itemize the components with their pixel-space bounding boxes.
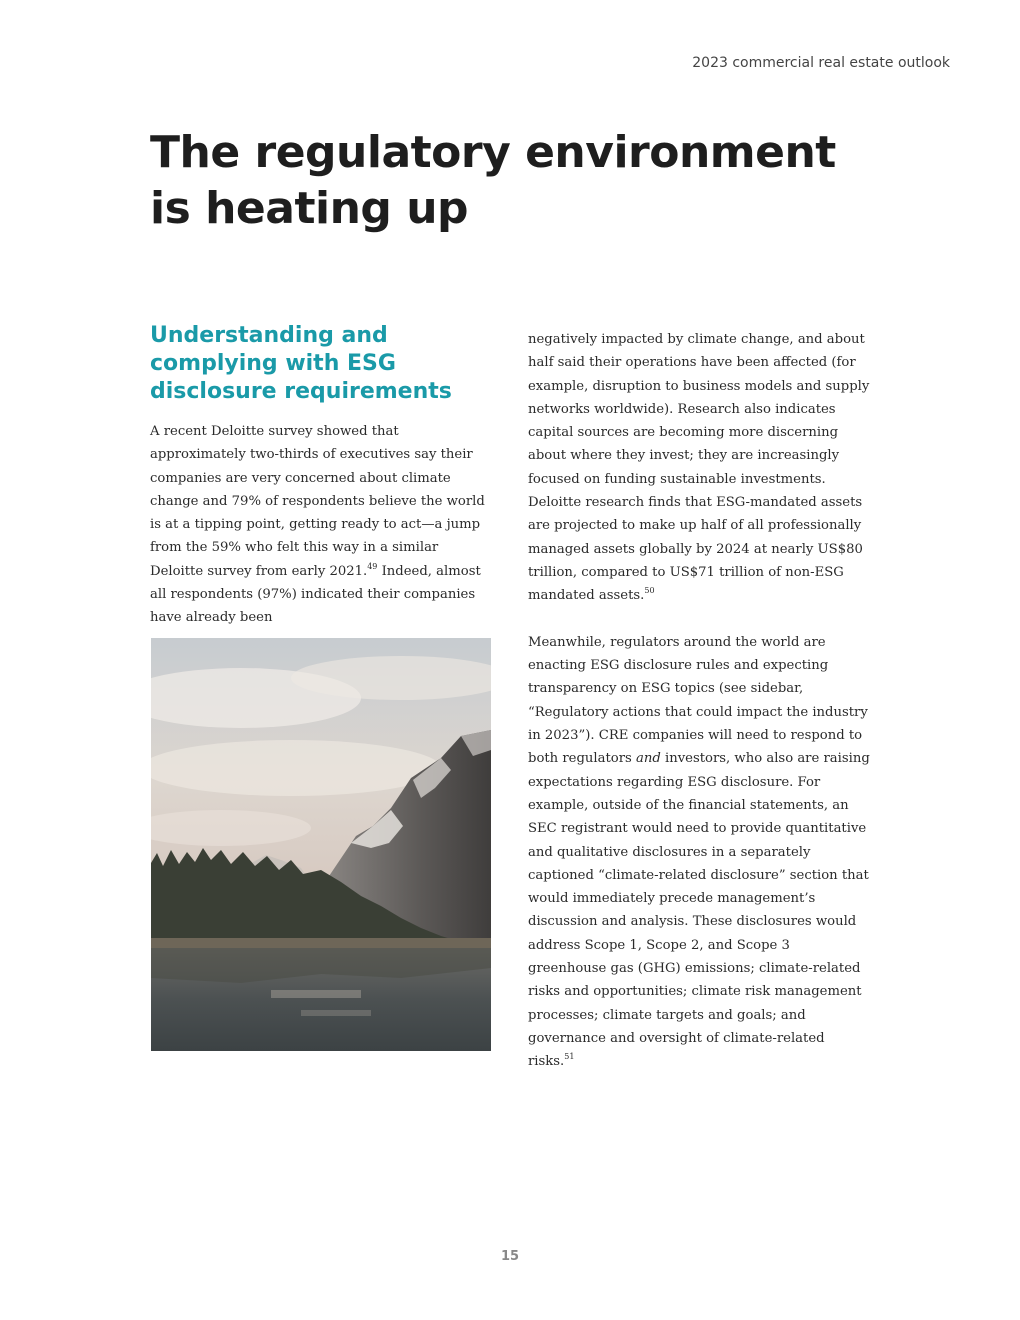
- paragraph-2-text-b: investors, who also are raising expectations regarding ESG disclosure. For example, outside of the financial statements, an SEC registrant would need to provide quantitative and qualitative disclosures in a separately captioned “climate-related disclosure” section that would immediately precede management’s discussion and analysis. These disclosures would address Scope 1, Scope 2, and Scope 3 greenhouse gas (GHG) emissions; climate-related risks and opportunities; climate risk management processes; climate targets and goals; and governance and oversight of climate-related risks.: [528, 751, 870, 1070]
- paragraph-1-text-b: Indeed, almost all respondents (97%) indicated their companies have already been: [150, 563, 481, 626]
- paragraph-2-text-a: Meanwhile, regulators around the world are enacting ESG disclosure rules and expecting transparency on ESG topics (see sidebar, “Regulatory actions that could impact the industry in 2023”). CRE companies will need to respond to both regulators: [528, 634, 868, 767]
- right-column: [528, 328, 870, 1074]
- left-column: [150, 322, 492, 630]
- paragraph-2: [528, 631, 870, 1074]
- paragraph-1-text-c: negatively impacted by climate change, and about half said their operations have been affected (for example, disruption to business models and supply networks worldwide). Research also indicates capital sources are becoming more discerning about where they invest; they are increasingly focused on funding sustainable investments. Deloitte research finds that ESG-mandated assets are projected to make up half of all professionally managed assets globally by 2024 at nearly US$80 trillion, compared to US$71 trillion of non-ESG mandated assets.: [528, 332, 870, 604]
- running-header: 2023 commercial real estate outlook: [692, 55, 950, 71]
- paragraph-1-end: [528, 328, 870, 608]
- footnote-51: 51: [564, 1052, 575, 1062]
- mountain-lake-photo: [151, 638, 491, 1051]
- footnote-49: 49: [367, 561, 378, 571]
- page-title: The regulatory environment is heating up: [150, 127, 836, 234]
- emphasis-and: and: [636, 751, 661, 767]
- footnote-50: 50: [644, 586, 655, 596]
- paragraph-1-start: [150, 420, 492, 630]
- section-heading: Understanding and complying with ESG disclosure requirements: [150, 323, 452, 404]
- page-number: 15: [500, 1249, 520, 1264]
- paragraph-1-text-a: A recent Deloitte survey showed that approximately two-thirds of executives say their companies are very concerned about climate change and 79% of respondents believe the world is at a tipping point, getting ready to act—a jump from the 59% who felt this way in a similar Deloitte survey from early 2021.: [150, 424, 485, 579]
